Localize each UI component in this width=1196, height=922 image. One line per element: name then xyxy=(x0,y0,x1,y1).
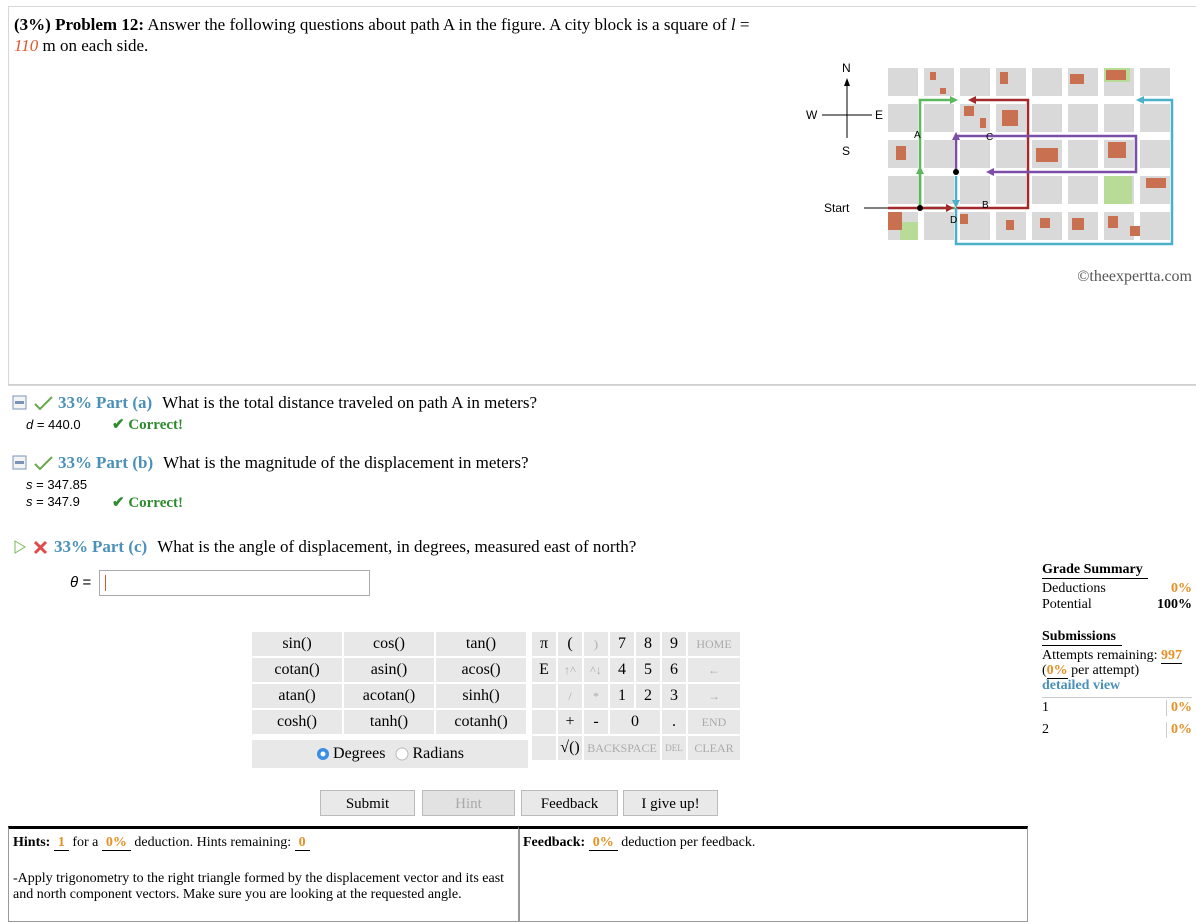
key-4[interactable]: 4 xyxy=(610,658,634,682)
key-up[interactable]: ↑^ xyxy=(558,658,582,682)
city-map-figure xyxy=(800,58,1175,258)
key-sqrt[interactable]: √() xyxy=(558,736,582,760)
compass-w: W xyxy=(806,108,818,122)
key-1[interactable]: 1 xyxy=(610,684,634,708)
key-cosh[interactable]: cosh() xyxy=(252,710,342,734)
angle-mode xyxy=(252,740,528,768)
key-minus[interactable]: - xyxy=(584,710,608,734)
cross-icon xyxy=(32,539,50,555)
copyright: ©theexpertta.com xyxy=(1077,268,1192,285)
eq: = xyxy=(735,15,750,34)
part-b-answer-1: s = 347.85 xyxy=(26,477,88,492)
key-left[interactable]: ← xyxy=(688,658,740,682)
key-7[interactable]: 7 xyxy=(610,632,634,656)
compass-n: N xyxy=(842,61,851,75)
key-sinh[interactable]: sinh() xyxy=(436,684,526,708)
key-tan[interactable]: tan() xyxy=(436,632,526,656)
hint-text: -Apply trigonometry to the right triangle formed by the displacement vector and its east and north component vectors. Make sure you are looking at the requested angle. xyxy=(13,871,505,902)
radio-empty-icon xyxy=(395,747,409,761)
key-atan[interactable]: atan() xyxy=(252,684,342,708)
label-b: B xyxy=(982,200,989,211)
deductions-value: 0% xyxy=(1171,581,1192,596)
part-c-pct: 33% xyxy=(54,537,88,556)
part-b-name: Part (b) xyxy=(96,453,154,472)
problem-statement xyxy=(14,14,774,56)
radians-radio[interactable]: Radians xyxy=(395,745,464,763)
collapse-icon[interactable] xyxy=(12,455,28,471)
key-cotanh[interactable]: cotanh() xyxy=(436,710,526,734)
part-b-pct: 33% xyxy=(58,453,92,472)
grade-summary-title: Grade Summary xyxy=(1042,562,1148,579)
hints-label: Hints: xyxy=(13,835,51,850)
separator xyxy=(8,384,1196,385)
key-3[interactable]: 3 xyxy=(662,684,686,708)
feedback-label: Feedback: xyxy=(523,835,586,850)
label-a: A xyxy=(914,130,921,141)
feedback-panel: Feedback: 0% deduction per feedback. xyxy=(518,826,1028,922)
key-del[interactable]: DEL xyxy=(662,736,686,760)
key-cotan[interactable]: cotan() xyxy=(252,658,342,682)
collapse-icon[interactable] xyxy=(12,395,28,411)
part-a-pct: 33% xyxy=(58,393,92,412)
check-icon xyxy=(32,455,54,471)
part-b-answer-2: s = 347.9 xyxy=(26,494,80,509)
key-star[interactable]: * xyxy=(584,684,608,708)
label-d: D xyxy=(950,215,958,226)
key-slash[interactable]: / xyxy=(558,684,582,708)
compass-arrow xyxy=(844,78,850,86)
key-plus[interactable]: + xyxy=(558,710,582,734)
key-9[interactable]: 9 xyxy=(662,632,686,656)
start-label: Start xyxy=(824,201,850,215)
text-cursor xyxy=(105,575,106,591)
feedback-button[interactable]: Feedback xyxy=(521,790,618,816)
key-cos[interactable]: cos() xyxy=(344,632,434,656)
key-dot[interactable]: . xyxy=(662,710,686,734)
part-a-header xyxy=(12,393,537,413)
part-a-answer: d = 440.0 xyxy=(26,417,81,432)
expand-icon[interactable] xyxy=(12,539,28,555)
key-e[interactable]: E xyxy=(532,658,556,682)
l-value: 110 xyxy=(14,36,39,55)
problem-text-end: m on each side. xyxy=(38,36,149,55)
key-0[interactable]: 0 xyxy=(610,710,660,734)
key-6[interactable]: 6 xyxy=(662,658,686,682)
part-a-name: Part (a) xyxy=(96,393,153,412)
answer-input[interactable] xyxy=(99,570,370,596)
function-keypad xyxy=(250,630,528,736)
theta-label: θ = xyxy=(70,574,92,591)
submissions-title: Submissions xyxy=(1042,629,1122,646)
part-c-name: Part (c) xyxy=(92,537,148,556)
attempts-info: Attempts remaining: 997 (0% per attempt) detailed view xyxy=(1042,648,1182,693)
hints-pct: 0% xyxy=(102,835,131,851)
feedback-pct: 0% xyxy=(589,835,618,851)
hint-button[interactable]: Hint xyxy=(422,790,515,816)
number-keypad xyxy=(530,630,742,762)
detailed-view-link[interactable]: detailed view xyxy=(1042,678,1121,693)
part-a-question: What is the total distance traveled on path A in meters? xyxy=(162,393,538,412)
key-5[interactable]: 5 xyxy=(636,658,660,682)
problem-label: (3%) Problem 12: xyxy=(14,15,144,34)
part-c-header xyxy=(12,537,636,557)
problem-text: Answer the following questions about path A in the figure. A city block is a square of xyxy=(147,15,731,34)
key-backspace[interactable]: BACKSPACE xyxy=(584,736,660,760)
grade-summary: Grade Summary Deductions 0% Potential 100% Submissions Attempts remaining: 997 (0% per attempt) detailed view 1 0% 2 0% xyxy=(1042,562,1192,737)
potential-value: 100% xyxy=(1157,597,1192,612)
key-acos[interactable]: acos() xyxy=(436,658,526,682)
key-home[interactable]: HOME xyxy=(688,632,740,656)
compass-s: S xyxy=(842,144,851,158)
var-l: l xyxy=(730,15,736,34)
hints-panel: Hints: 1 for a 0% deduction. Hints remaining: 0 -Apply trigonometry to the right triangle formed by the displacement vector and its east and north component vectors. Make sure you are looking at the requested angle. xyxy=(8,826,520,922)
part-b-question: What is the magnitude of the displacement in meters? xyxy=(163,453,529,472)
radio-selected-icon xyxy=(316,747,330,761)
key-clear[interactable]: CLEAR xyxy=(688,736,740,760)
part-b-header xyxy=(12,453,529,473)
key-2[interactable]: 2 xyxy=(636,684,660,708)
compass-e: E xyxy=(875,108,884,122)
give-up-button[interactable]: I give up! xyxy=(623,790,718,816)
part-c-question: What is the angle of displacement, in degrees, measured east of north? xyxy=(157,537,637,556)
label-c: C xyxy=(986,132,994,143)
key-down[interactable]: ^↓ xyxy=(584,658,608,682)
key-rparen[interactable]: ) xyxy=(584,632,608,656)
part-b-status: ✔ Correct! xyxy=(112,495,184,511)
key-sin[interactable]: sin() xyxy=(252,632,342,656)
key-asin[interactable]: asin() xyxy=(344,658,434,682)
key-8[interactable]: 8 xyxy=(636,632,660,656)
key-pi[interactable]: π xyxy=(532,632,556,656)
hints-remaining: 0 xyxy=(295,835,310,851)
key-right[interactable]: → xyxy=(688,684,740,708)
check-icon xyxy=(32,395,54,411)
degrees-radio[interactable]: Degrees xyxy=(316,745,385,763)
hints-count: 1 xyxy=(54,835,69,851)
submit-button[interactable]: Submit xyxy=(320,790,415,816)
key-lparen[interactable]: ( xyxy=(558,632,582,656)
key-acotan[interactable]: acotan() xyxy=(344,684,434,708)
key-end[interactable]: END xyxy=(688,710,740,734)
part-a-status: ✔ Correct! xyxy=(112,417,184,433)
key-tanh[interactable]: tanh() xyxy=(344,710,434,734)
